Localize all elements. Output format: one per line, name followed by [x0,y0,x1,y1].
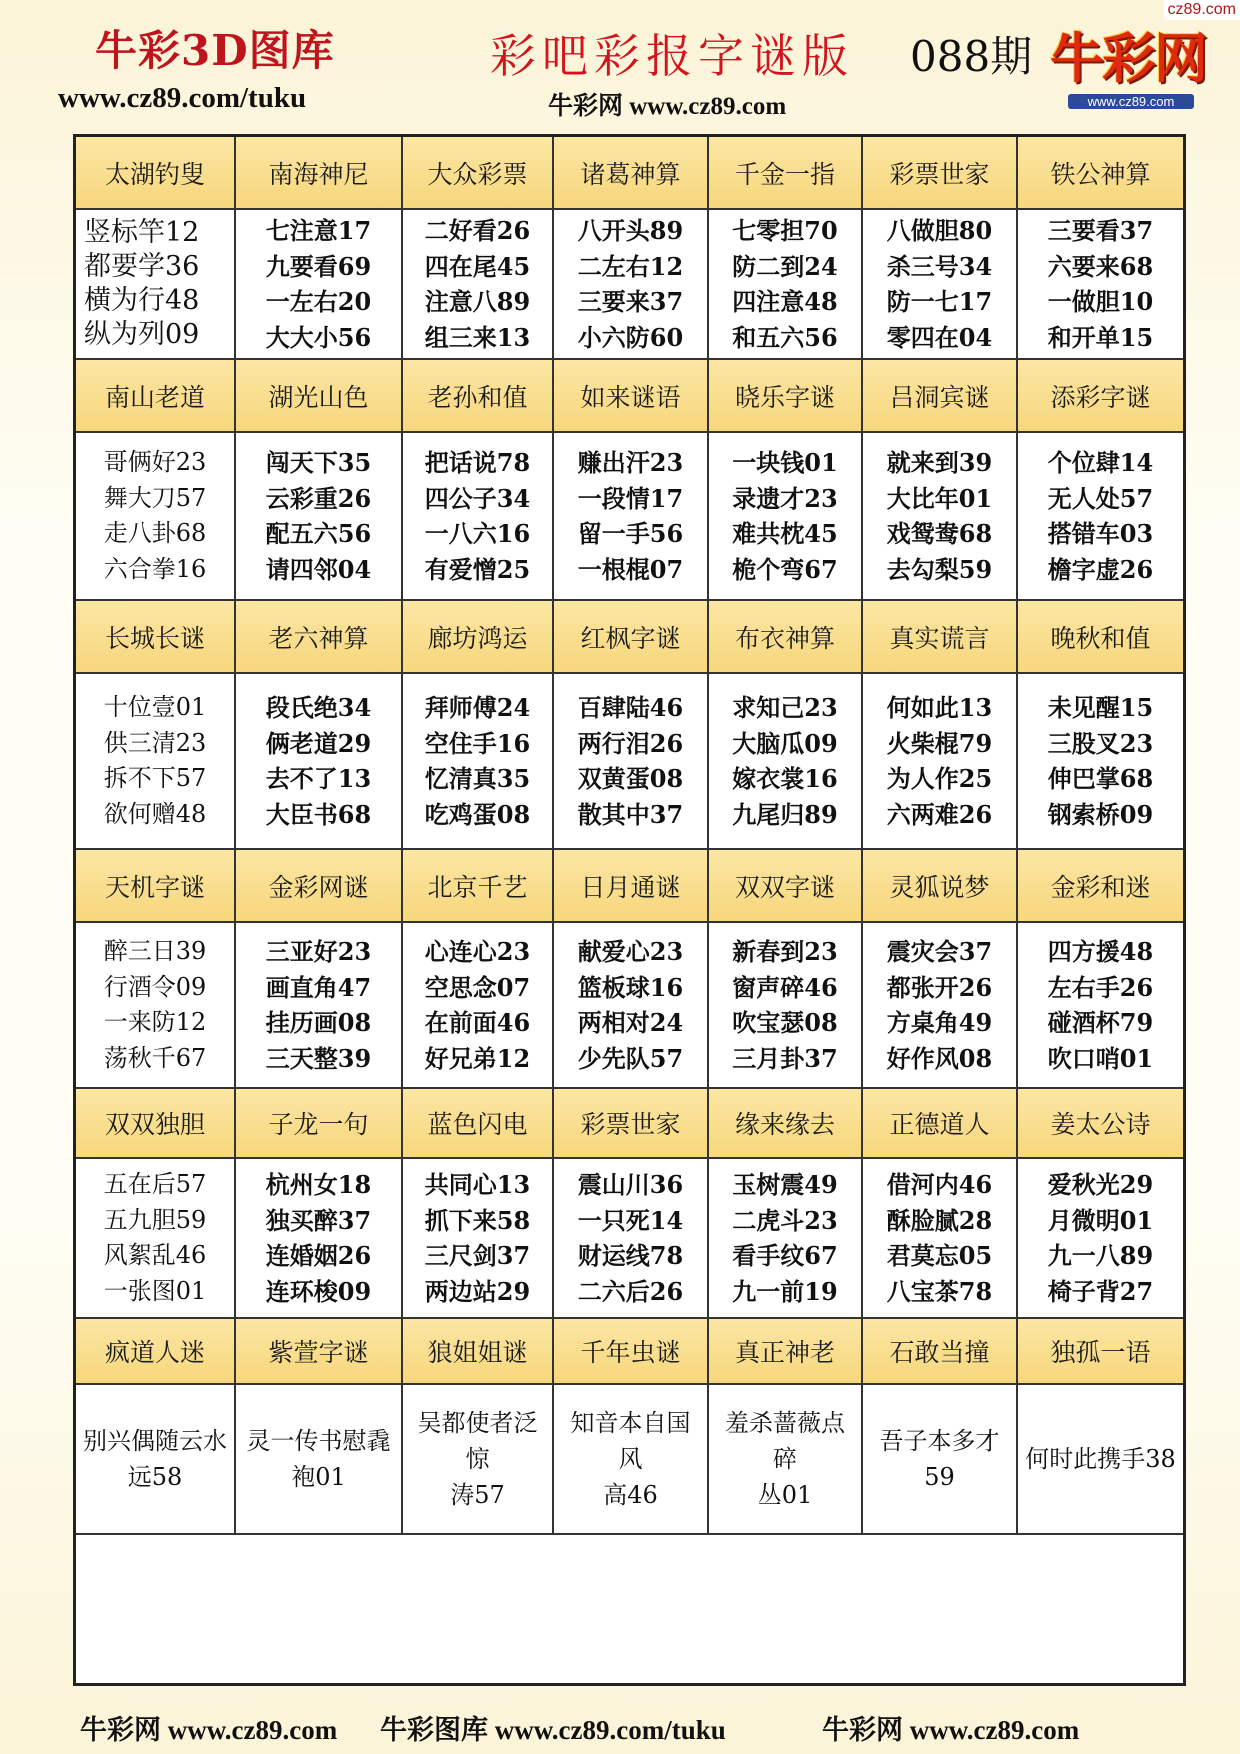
column-header: 布衣神算 [709,601,863,674]
riddle-line: 防一七17 [886,287,993,316]
riddle-line: 月微明01 [1047,1205,1154,1235]
riddle-line: 六两难26 [886,799,993,829]
riddle-cell [236,433,403,601]
riddle-line: 何时此携手38 [1025,1445,1176,1473]
riddle-line: 篮板球16 [577,972,684,1002]
riddle-line: 录遗才23 [732,483,838,513]
riddle-line: 两相对24 [577,1008,684,1037]
riddle-line: 散其中37 [577,799,684,829]
riddle-line: 空思念07 [424,972,531,1002]
riddle-line: 请四邻04 [265,554,372,584]
riddle-line: 共同心13 [424,1170,531,1199]
column-header: 真正神老 [709,1319,863,1385]
riddle-line: 二好看26 [424,216,531,245]
content-row [76,1385,1183,1535]
riddle-line: 吾子本多才59 [879,1427,1000,1491]
riddle-line: 抓下来58 [424,1205,531,1235]
column-header: 彩票世家 [863,137,1018,210]
riddle-line: 一只死14 [577,1205,684,1235]
riddle-line: 都张开26 [886,972,993,1002]
column-header: 正德道人 [863,1089,1018,1159]
riddle-line: 去不了13 [265,764,372,793]
riddle-line: 二六后26 [577,1276,684,1306]
riddle-cell [863,674,1018,850]
content-row [76,433,1183,601]
header-row [76,601,1183,674]
riddle-line: 杀三号34 [886,251,993,281]
riddle-line: 八宝茶78 [886,1276,993,1306]
riddle-cell [863,1159,1018,1319]
riddle-line: 三要来37 [577,287,684,316]
content-row [76,923,1183,1089]
column-header: 千年虫谜 [554,1319,709,1385]
riddle-line: 七零担70 [732,216,838,245]
riddle-line: 一来防12 [103,1008,207,1036]
riddle-cell [236,1385,403,1535]
riddle-cell [1018,923,1183,1089]
riddle-line: 留一手56 [577,519,684,548]
riddle-line: 一段情17 [577,483,684,513]
riddle-cell [554,674,709,850]
corner-watermark: cz89.com [1164,0,1240,20]
column-header: 真实谎言 [863,601,1018,674]
column-header: 双双字谜 [709,850,863,923]
riddle-line: 竖标竿12 [84,217,200,248]
riddle-line: 戏鸳鸯68 [886,519,993,548]
riddle-cell [236,1159,403,1319]
riddle-cell [709,433,863,601]
riddle-line: 段氏绝34 [265,693,372,722]
column-header: 添彩字谜 [1018,360,1183,433]
riddle-line: 一八六16 [424,519,531,548]
riddle-line: 丛01 [757,1481,813,1509]
header-row [76,1089,1183,1159]
riddle-line: 别兴偶随云水 [83,1427,227,1455]
riddle-line: 献爱心23 [577,937,684,966]
riddle-line: 四公子34 [424,483,531,513]
column-header: 独孤一语 [1018,1319,1183,1385]
content-row [76,674,1183,850]
riddle-line: 大比年01 [886,483,993,513]
column-header: 子龙一句 [236,1089,403,1159]
header-row [76,850,1183,923]
riddle-cell [76,923,236,1089]
riddle-cell [236,923,403,1089]
column-header: 蓝色闪电 [403,1089,554,1159]
column-header: 红枫字谜 [554,601,709,674]
riddle-line: 心连心23 [424,937,531,966]
riddle-line: 三亚好23 [265,937,372,966]
riddle-line: 九一八89 [1047,1241,1154,1270]
riddle-cell [403,210,554,360]
riddle-line: 桅个弯67 [732,554,838,584]
riddle-line: 杭州女18 [265,1170,372,1199]
riddle-cell [709,210,863,360]
column-header: 天机字谜 [76,850,236,923]
riddle-line: 组三来13 [424,322,531,352]
riddle-line: 八做胆80 [886,216,993,245]
content-row [76,210,1183,360]
riddle-line: 九尾归89 [732,799,838,829]
footer-link-right[interactable]: 牛彩网 www.cz89.com [822,1715,1080,1745]
riddle-line: 三天整39 [265,1043,372,1073]
riddle-cell [709,1159,863,1319]
riddle-cell [1018,433,1183,601]
column-header: 双双独胆 [76,1089,236,1159]
column-header: 紫萱字谜 [236,1319,403,1385]
riddle-line: 五在后57 [103,1170,207,1198]
riddle-line: 大臣书68 [265,799,372,829]
riddle-line: 四注意48 [732,287,838,316]
riddle-line: 三尺剑37 [424,1241,531,1270]
riddle-line: 火柴棍79 [886,728,993,758]
column-header: 长城长谜 [76,601,236,674]
column-header: 老孙和值 [403,360,554,433]
riddle-line: 灵一传书慰毳 [246,1427,391,1455]
column-header: 晓乐字谜 [709,360,863,433]
riddle-cell [403,1385,554,1535]
riddle-line: 欲何赠48 [103,799,207,828]
column-header: 姜太公诗 [1018,1089,1183,1159]
riddle-line: 九一前19 [732,1276,838,1306]
riddle-line: 醉三日39 [103,937,207,965]
riddle-cell [236,674,403,850]
column-header: 如来谜语 [554,360,709,433]
riddle-line: 四在尾45 [424,251,531,281]
riddle-cell [863,923,1018,1089]
riddle-line: 三股叉23 [1047,728,1154,758]
riddle-line: 玉树震49 [732,1170,838,1199]
riddle-line: 震灾会37 [886,937,993,966]
column-header: 缘来缘去 [709,1089,863,1159]
riddle-line: 袍01 [291,1463,346,1491]
riddle-line: 挂历画08 [265,1008,372,1037]
riddle-line: 十位壹01 [103,693,207,721]
riddle-line: 云彩重26 [265,483,372,513]
riddle-line: 高46 [603,1481,658,1509]
riddle-cell [1018,674,1183,850]
riddle-line: 三要看37 [1047,216,1154,245]
riddle-line: 两边站29 [424,1276,531,1306]
riddle-line: 檐字虚26 [1047,554,1154,584]
riddle-line: 吹宝瑟08 [732,1008,838,1037]
riddle-line: 有爱憎25 [424,554,531,584]
riddle-line: 二虎斗23 [732,1205,838,1235]
column-header: 狼姐姐谜 [403,1319,554,1385]
riddle-cell [554,1385,709,1535]
riddle-line: 一做胆10 [1047,287,1154,316]
riddle-line: 吴都使者泛惊 [417,1409,538,1473]
column-header: 南山老道 [76,360,236,433]
riddle-line: 财运线78 [577,1241,684,1270]
riddle-line: 六要来68 [1047,251,1154,281]
riddle-cell [403,1159,554,1319]
riddle-line: 两行泪26 [577,728,684,758]
riddle-line: 双黄蛋08 [577,764,684,793]
riddle-line: 左右手26 [1047,972,1154,1002]
riddle-line: 就来到39 [886,448,993,477]
riddle-line: 纵为列09 [84,319,200,350]
riddle-cell [709,1385,863,1535]
riddle-line: 拜师傅24 [424,693,531,722]
page-header [0,0,1240,125]
column-header: 灵狐说梦 [863,850,1018,923]
riddle-line: 大脑瓜09 [732,728,838,758]
column-header: 大众彩票 [403,137,554,210]
header-row [76,360,1183,433]
riddle-line: 吹口哨01 [1047,1043,1154,1073]
riddle-line: 未见醒15 [1047,693,1154,722]
riddle-cell [76,210,236,360]
riddle-cell [863,1385,1018,1535]
riddle-line: 窗声碎46 [732,972,838,1002]
riddle-line: 大大小56 [265,322,372,352]
riddle-line: 供三清23 [103,728,207,757]
issue-number: 088期 [910,32,1033,81]
riddle-line: 八开头89 [577,216,684,245]
riddle-line: 九要看69 [265,251,372,281]
riddle-line: 君莫忘05 [886,1241,993,1270]
site-logo[interactable] [1050,12,1206,112]
column-header: 老六神算 [236,601,403,674]
riddle-line: 酥脸腻28 [886,1205,993,1235]
footer-link-left[interactable]: 牛彩网 www.cz89.com [80,1715,338,1745]
riddle-line: 画直角47 [265,972,372,1002]
riddle-line: 赚出汗23 [577,448,684,477]
riddle-line: 难共枕45 [732,519,838,548]
riddle-line: 在前面46 [424,1008,531,1037]
riddle-cell [1018,1159,1183,1319]
riddle-line: 横为行48 [84,285,200,316]
footer-link-middle[interactable]: 牛彩图库 www.cz89.com/tuku [380,1715,726,1745]
riddle-line: 知音本自国风 [570,1409,691,1473]
column-header: 湖光山色 [236,360,403,433]
riddle-line: 五九胆59 [103,1205,207,1234]
riddle-cell [1018,210,1183,360]
riddle-cell [863,210,1018,360]
riddle-cell [709,674,863,850]
riddle-line: 拆不下57 [103,764,207,792]
riddle-line: 好兄弟12 [424,1043,531,1073]
column-header: 石敢当撞 [863,1319,1018,1385]
riddle-line: 零四在04 [886,322,993,352]
riddle-cell [709,923,863,1089]
logo-url: www.cz89.com [1068,94,1194,109]
riddle-line: 远58 [127,1463,183,1491]
riddle-line: 连婚姻26 [265,1241,372,1270]
riddle-line: 走八卦68 [103,519,207,547]
riddle-line: 椅子背27 [1047,1276,1154,1306]
riddle-line: 四方援48 [1047,937,1154,966]
riddle-line: 防二到24 [732,251,838,281]
riddle-line: 无人处57 [1047,483,1154,513]
riddle-line: 配五六56 [265,519,372,548]
riddle-line: 搭错车03 [1047,519,1154,548]
riddle-cell [76,433,236,601]
riddle-line: 连环梭09 [265,1276,372,1306]
riddle-cell [236,210,403,360]
riddle-line: 和五六56 [732,322,838,352]
column-header: 晚秋和值 [1018,601,1183,674]
column-header: 日月通谜 [554,850,709,923]
riddle-line: 爱秋光29 [1047,1170,1154,1199]
riddle-cell [76,1385,236,1535]
riddle-line: 和开单15 [1047,322,1154,352]
riddle-cell [863,433,1018,601]
riddle-line: 六合拳16 [103,554,207,583]
riddle-cell [76,1159,236,1319]
brand-title: 牛彩3D图库 [95,26,335,75]
riddle-line: 个位肆14 [1047,448,1154,477]
column-header: 南海神尼 [236,137,403,210]
riddle-line: 方桌角49 [886,1008,993,1037]
riddle-cell [554,210,709,360]
riddle-line: 注意八89 [424,287,531,316]
riddle-line: 空住手16 [424,728,531,758]
riddle-line: 风絮乱46 [103,1241,207,1269]
riddle-line: 一张图01 [103,1276,207,1305]
column-header: 金彩和迷 [1018,850,1183,923]
column-header: 金彩网谜 [236,850,403,923]
header-row [76,1319,1183,1385]
riddle-line: 把话说78 [424,448,531,477]
riddle-line: 碰酒杯79 [1047,1008,1154,1037]
content-row [76,1159,1183,1319]
riddle-line: 求知己23 [732,693,838,722]
column-header: 吕洞宾谜 [863,360,1018,433]
riddle-line: 伸巴掌68 [1047,764,1154,793]
riddle-line: 嫁衣裳16 [732,764,838,793]
column-header: 太湖钓叟 [76,137,236,210]
column-header: 彩票世家 [554,1089,709,1159]
brand-url[interactable]: www.cz89.com/tuku [58,82,307,114]
riddle-line: 二左右12 [577,251,684,281]
riddle-line: 何如此13 [886,693,993,722]
column-header: 北京千艺 [403,850,554,923]
riddle-cell [1018,1385,1183,1535]
riddle-line: 小六防60 [577,322,684,352]
riddle-line: 新春到23 [732,937,838,966]
riddle-line: 舞大刀57 [103,483,207,512]
column-header: 廊坊鸿运 [403,601,554,674]
riddle-line: 吃鸡蛋08 [424,799,531,829]
riddle-cell [554,433,709,601]
column-header: 铁公神算 [1018,137,1183,210]
riddle-line: 一左右20 [265,287,372,316]
logo-text: 牛彩网 [1050,27,1206,90]
riddle-line: 一块钱01 [732,448,838,477]
riddle-line: 去勾梨59 [886,554,993,584]
riddle-line: 借河内46 [886,1170,993,1199]
riddle-cell [403,433,554,601]
riddle-cell [76,674,236,850]
riddle-line: 荡秋千67 [103,1043,207,1072]
riddle-line: 独买醉37 [265,1205,372,1235]
riddle-line: 羞杀蔷薇点碎 [725,1409,845,1473]
column-header: 疯道人迷 [76,1319,236,1385]
riddle-line: 为人作25 [886,764,993,793]
riddle-table [73,134,1186,1686]
riddle-line: 好作风08 [886,1043,993,1073]
header-row [76,137,1183,210]
page-footer [0,1708,1240,1748]
site-url[interactable]: 牛彩网 www.cz89.com [548,93,787,120]
riddle-line: 百肆陆46 [577,693,684,722]
page-title: 彩吧彩报字谜版 [490,29,854,83]
riddle-line: 忆清真35 [424,764,531,793]
riddle-line: 看手纹67 [732,1241,838,1270]
riddle-line: 震山川36 [577,1170,684,1199]
riddle-cell [403,923,554,1089]
riddle-line: 俩老道29 [265,728,372,758]
riddle-line: 都要学36 [84,251,200,282]
riddle-line: 七注意17 [265,216,372,245]
riddle-line: 三月卦37 [732,1043,838,1073]
riddle-line: 钢索桥09 [1047,799,1154,829]
riddle-line: 少先队57 [577,1043,684,1073]
riddle-cell [403,674,554,850]
riddle-cell [554,1159,709,1319]
riddle-line: 闯天下35 [265,448,372,477]
riddle-line: 哥俩好23 [103,448,207,476]
column-header: 千金一指 [709,137,863,210]
riddle-line: 涛57 [450,1481,505,1509]
riddle-line: 行酒令09 [103,972,207,1001]
riddle-cell [554,923,709,1089]
riddle-line: 一根棍07 [577,554,684,584]
column-header: 诸葛神算 [554,137,709,210]
